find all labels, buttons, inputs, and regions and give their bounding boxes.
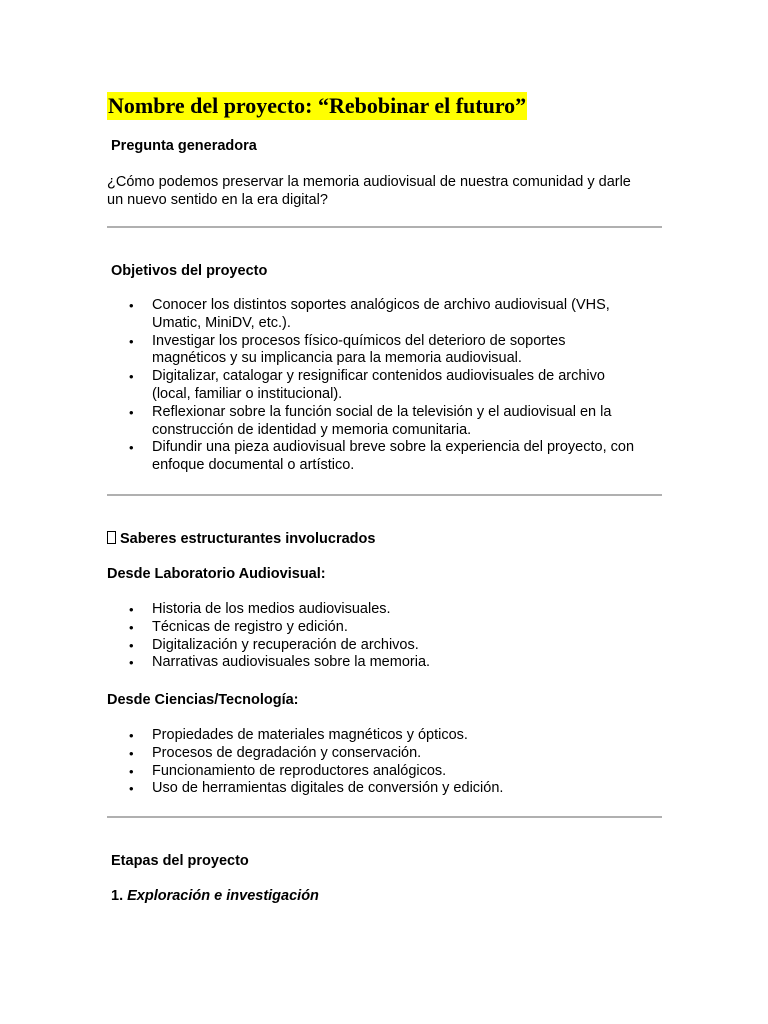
missing-glyph-icon — [107, 531, 116, 544]
objetivos-list — [107, 297, 667, 475]
bullet-icon: • — [129, 728, 134, 743]
saberes-heading: Saberes estructurantes involucrados — [107, 530, 375, 548]
pregunta-text-line-1: ¿Cómo podemos preservar la memoria audiovisual de nuestra comunidad y darle — [107, 174, 631, 190]
list-item: • Funcionamiento de reproductores analógicos. — [129, 762, 447, 779]
list-item: • Conocer los distintos soportes analógicos de archivo audiovisual (VHS, Umatic, MiniDV, etc.). — [129, 297, 610, 331]
bullet-icon: • — [129, 333, 134, 349]
list-item: • Propiedades de materiales magnéticos y ópticos. — [129, 727, 468, 743]
project-title: Nombre del proyecto: “Rebobinar el futuro” — [108, 93, 527, 118]
bullet-icon: • — [129, 781, 134, 797]
lab-list — [107, 601, 667, 672]
pregunta-text — [107, 173, 667, 209]
list-item: • Investigar los procesos físico-químicos del deterioro de soportes magnéticos y su implicancia para la memoria audiovisual. — [129, 332, 566, 367]
list-item: • Digitalizar, catalogar y resignificar contenidos audiovisuales de archivo (local, familiar o institucional). — [129, 368, 605, 402]
bullet-icon: • — [129, 655, 134, 671]
objetivos-heading: Objetivos del proyecto — [111, 263, 268, 279]
pregunta-heading: Pregunta generadora — [111, 138, 257, 154]
etapa-item — [111, 887, 319, 905]
etapas-heading: Etapas del proyecto — [111, 853, 249, 869]
list-item: • Digitalización y recuperación de archivos. — [129, 636, 419, 653]
bullet-icon: • — [129, 745, 134, 761]
section-divider — [107, 494, 662, 496]
list-item: • Historia de los medios audiovisuales. — [129, 601, 391, 617]
bullet-icon: • — [129, 763, 134, 779]
bullet-icon: • — [129, 619, 134, 635]
list-item: • Narrativas audiovisuales sobre la memoria. — [129, 654, 431, 671]
section-divider — [107, 816, 662, 818]
bullet-icon: • — [129, 602, 134, 617]
bullet-icon: • — [129, 369, 134, 385]
etapa-number: 1. — [111, 888, 124, 904]
list-item: • Procesos de degradación y conservación. — [129, 744, 422, 761]
bullet-icon: • — [129, 440, 134, 456]
bullet-icon: • — [129, 404, 134, 420]
list-item: • Técnicas de registro y edición. — [129, 618, 348, 635]
ciencias-list — [107, 727, 667, 798]
ciencias-heading: Desde Ciencias/Tecnología: — [107, 692, 299, 708]
list-item: • Uso de herramientas digitales de conversión y edición. — [129, 780, 504, 797]
pregunta-text-line-2: un nuevo sentido en la era digital? — [107, 192, 328, 208]
bullet-icon: • — [129, 637, 134, 653]
section-divider — [107, 226, 662, 228]
lab-heading: Desde Laboratorio Audiovisual: — [107, 566, 326, 582]
list-item: • Reflexionar sobre la función social de la televisión y el audiovisual en la construcción de identidad y memoria comunitaria. — [129, 403, 612, 438]
etapa-name: Exploración e investigación — [127, 888, 319, 904]
bullet-icon: • — [129, 298, 134, 313]
list-item: • Difundir una pieza audiovisual breve sobre la experiencia del proyecto, con enfoque documental o artístico. — [129, 439, 635, 474]
